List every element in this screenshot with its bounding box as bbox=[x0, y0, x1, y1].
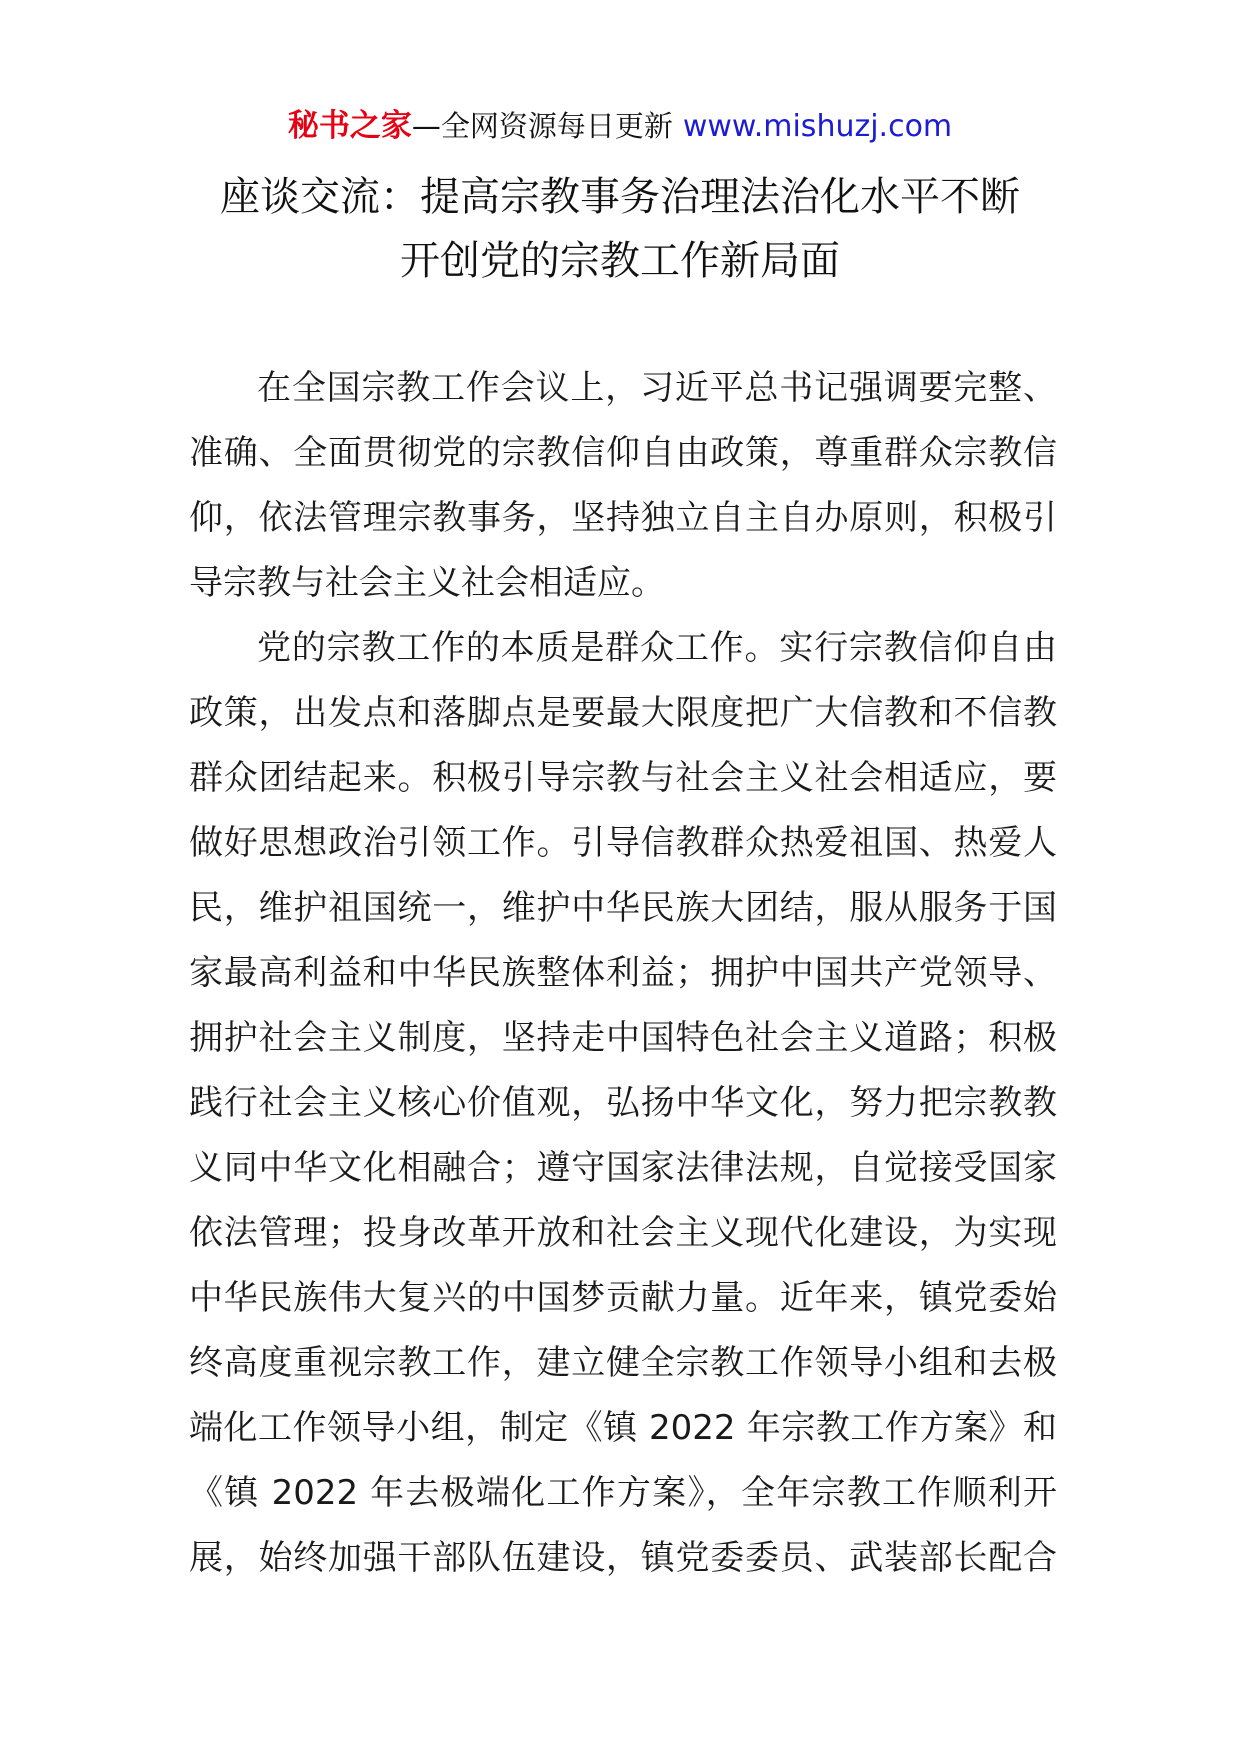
paragraph-line: 民，维护祖国统一，维护中华民族大团结，服从服务于国 bbox=[189, 888, 1057, 928]
website-url: www.mishuzj.com bbox=[682, 109, 953, 144]
paragraph-line: 导宗教与社会主义社会相适应。 bbox=[189, 563, 665, 603]
paragraph-line: 中华民族伟大复兴的中国梦贡献力量。近年来，镇党委始 bbox=[189, 1278, 1057, 1318]
paragraph-line: 拥护社会主义制度，坚持走中国特色社会主义道路；积极 bbox=[189, 1018, 1057, 1058]
paragraph-line: 政策，出发点和落脚点是要最大限度把广大信教和不信教 bbox=[189, 693, 1057, 733]
paragraph-line: 展，始终加强干部队伍建设，镇党委委员、武装部长配合 bbox=[189, 1538, 1057, 1578]
title-line: 开创党的宗教工作新局面 bbox=[400, 238, 840, 284]
tagline: —全网资源每日更新 bbox=[411, 109, 673, 143]
title-line: 座谈交流：提高宗教事务治理法治化水平不断 bbox=[220, 174, 1020, 220]
paragraph-line: 家最高利益和中华民族整体利益；拥护中国共产党领导、 bbox=[189, 953, 1057, 993]
paragraph-line: 义同中华文化相融合；遵守国家法律法规，自觉接受国家 bbox=[189, 1148, 1057, 1188]
paragraph-line: 在全国宗教工作会议上，习近平总书记强调要完整、 bbox=[257, 368, 1057, 408]
paragraph bbox=[189, 616, 1057, 1591]
paragraph-line: 践行社会主义核心价值观，弘扬中华文化，努力把宗教教 bbox=[189, 1083, 1057, 1123]
document-body bbox=[189, 356, 1057, 1591]
paragraph-line: 党的宗教工作的本质是群众工作。实行宗教信仰自由 bbox=[257, 628, 1057, 668]
paragraph-line: 依法管理；投身改革开放和社会主义现代化建设，为实现 bbox=[189, 1213, 1057, 1253]
brand-name: 秘书之家 bbox=[287, 108, 412, 144]
paragraph bbox=[189, 356, 1057, 616]
paragraph-line: 《镇 2022 年去极端化工作方案》，全年宗教工作顺利开 bbox=[189, 1473, 1057, 1513]
paragraph-line: 仰，依法管理宗教事务，坚持独立自主自办原则，积极引 bbox=[189, 498, 1057, 538]
document-title bbox=[0, 165, 1240, 293]
paragraph-line: 做好思想政治引领工作。引导信教群众热爱祖国、热爱人 bbox=[189, 823, 1057, 863]
paragraph-line: 端化工作领导小组，制定《镇 2022 年宗教工作方案》和 bbox=[189, 1408, 1057, 1448]
paragraph-line: 准确、全面贯彻党的宗教信仰自由政策，尊重群众宗教信 bbox=[189, 433, 1057, 473]
paragraph-line: 终高度重视宗教工作，建立健全宗教工作领导小组和去极 bbox=[189, 1343, 1057, 1383]
source-header bbox=[0, 106, 1240, 146]
paragraph-line: 群众团结起来。积极引导宗教与社会主义社会相适应，要 bbox=[189, 758, 1057, 798]
